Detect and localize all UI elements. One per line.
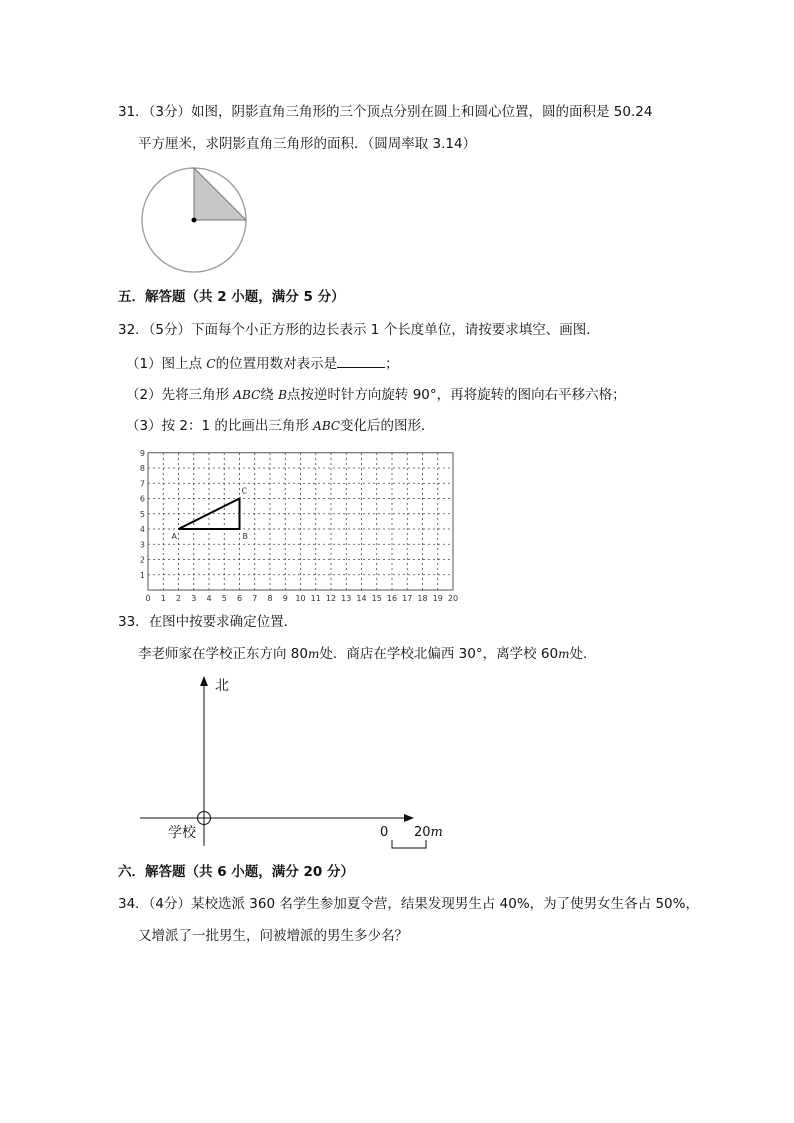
scale-zero: 0 [380, 825, 389, 840]
var: C [206, 357, 216, 371]
x-tick-label: 11 [310, 594, 321, 603]
x-tick-label: 14 [356, 594, 367, 603]
q31-line2: 平方厘米，求阴影直角三角形的面积．（圆周率取 3.14） [138, 136, 477, 152]
var: ABC [313, 419, 341, 433]
q34-line2: 又增派了一批男生，问被增派的男生多少名？ [138, 928, 408, 944]
y-tick-label: 6 [139, 494, 145, 504]
text: 点按逆时针方向旋转 90°，再将旋转的图向右平移六格； [286, 387, 626, 403]
section6-title: 六．解答题（共 6 小题，满分 20 分） [118, 864, 354, 880]
x-tick-label: 19 [432, 594, 443, 603]
shaded-right-triangle [194, 168, 246, 220]
text: （3）按 2：1 的比画出三角形 [126, 418, 314, 434]
x-tick-label: 9 [282, 594, 288, 603]
east-arrow-icon [404, 814, 414, 822]
x-tick-label: 2 [175, 594, 182, 603]
var: B [278, 388, 287, 402]
x-tick-label: 17 [402, 594, 413, 603]
text: 绕 [260, 387, 279, 403]
q32-part3 [126, 417, 435, 435]
x-tick-label: 1 [160, 594, 166, 603]
north-label: 北 [215, 678, 229, 694]
section5-title: 五．解答题（共 2 小题，满分 5 分） [118, 289, 345, 305]
x-tick-label: 15 [371, 594, 382, 603]
x-tick-label: 12 [325, 594, 337, 603]
y-tick-label: 5 [139, 509, 145, 519]
scale-value: 20 [414, 825, 431, 840]
var: ABC [233, 388, 261, 402]
answer-blank[interactable] [337, 355, 385, 368]
x-tick-label: 18 [417, 594, 428, 603]
x-tick-label: 20 [447, 594, 459, 603]
q33-line [138, 645, 596, 663]
north-arrow-icon [200, 676, 208, 686]
x-tick-label: 7 [252, 594, 258, 603]
text: （1）图上点 [126, 356, 207, 372]
point-label-b: B [242, 532, 248, 541]
q34-line1: 34．（4分）某校选派 360 名学生参加夏令营，结果发现男生占 40%，为了使男女生各占 50%， [118, 896, 699, 912]
point-label-a: A [171, 532, 177, 541]
q31-line1: 31．（3分）如图，阴影直角三角形的三个顶点分别在圆上和圆心位置，圆的面积是 50.24 [118, 104, 653, 120]
y-tick-label: 7 [139, 479, 145, 489]
y-tick-label: 2 [139, 555, 145, 565]
y-tick-label: 4 [139, 525, 145, 534]
x-tick-label: 16 [386, 594, 398, 603]
scale-unit: m [430, 825, 443, 840]
q32-part2 [126, 386, 626, 404]
q33-intro: 33．在图中按要求确定位置． [118, 614, 298, 630]
y-tick-label: 3 [139, 540, 145, 550]
direction-diagram [140, 676, 426, 848]
text: 的位置用数对表示是 [215, 356, 338, 372]
text: 变化后的图形． [340, 418, 435, 434]
point-label-c: C [241, 486, 248, 496]
y-tick-label: 9 [139, 448, 145, 458]
x-tick-label: 0 [145, 594, 151, 603]
text: 处． [569, 646, 597, 662]
scale-label [414, 824, 443, 842]
y-tick-label: 1 [139, 570, 145, 580]
x-tick-label: 13 [341, 594, 352, 603]
school-label: 学校 [168, 825, 196, 841]
y-tick-label: 8 [139, 464, 145, 473]
x-tick-label: 6 [236, 594, 243, 603]
x-tick-label: 5 [221, 594, 227, 603]
x-tick-label: 4 [206, 594, 212, 603]
circle-figure [142, 168, 246, 272]
text: 处．商店在学校北偏西 30°，离学校 60 [319, 646, 559, 662]
text: ； [385, 356, 399, 372]
x-tick-label: 10 [295, 594, 306, 603]
unit: m [307, 647, 320, 661]
q32-intro: 32．（5分）下面每个小正方形的边长表示 1 个长度单位，请按要求填空、画图． [118, 322, 600, 338]
unit: m [558, 647, 570, 661]
x-tick-label: 8 [267, 594, 273, 603]
q32-part1 [126, 355, 399, 373]
circle-center-dot [192, 218, 197, 223]
x-tick-label: 3 [191, 594, 197, 603]
text: 李老师家在学校正东方向 80 [138, 646, 308, 662]
coordinate-grid [140, 449, 458, 603]
text: （2）先将三角形 [126, 387, 234, 403]
